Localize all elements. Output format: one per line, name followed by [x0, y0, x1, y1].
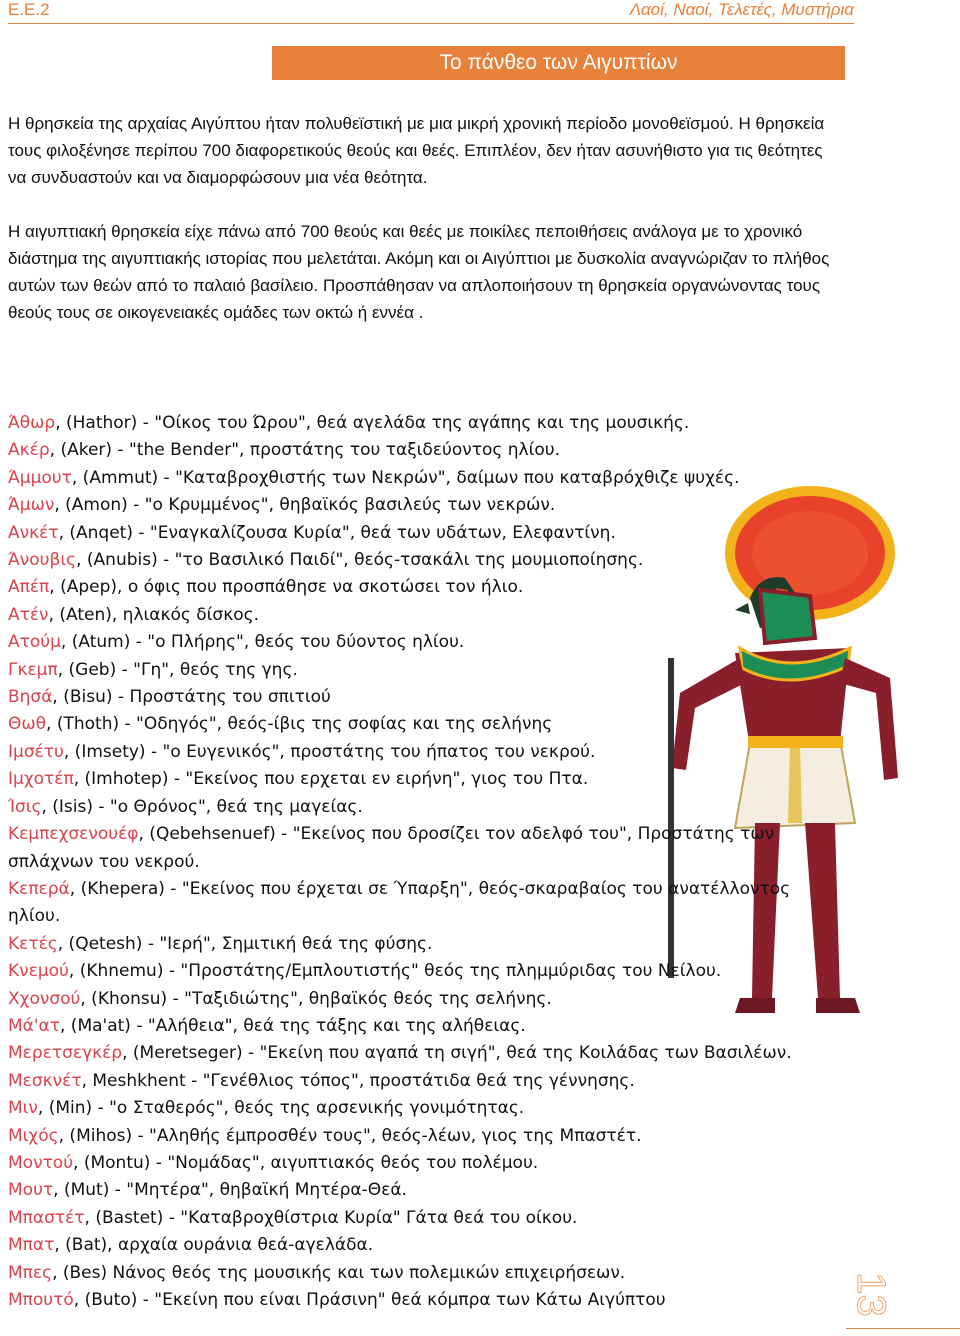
list-item: Μοντού, (Montu) - "Νομάδας", αιγυπτιακός θεός του πολέμου. [8, 1152, 539, 1173]
list-item: Ιμσέτυ, (Imsety) - "ο Ευγενικός", προστάτης του ήπατος του νεκρού. [8, 741, 596, 762]
list-item: Ανκέτ, (Anqet) - "Εναγκαλίζουσα Κυρία", θεά των υδάτων, Ελεφαντίνη. [8, 522, 616, 543]
list-item: Θωθ, (Thoth) - "Οδηγός", θεός-ίβις της σοφίας και της σελήνης [8, 714, 553, 735]
header-chapter-title: Λαοί, Ναοί, Τελετές, Μυστήρια [629, 0, 854, 19]
list-item: Απέπ, (Apep), ο όφις που προσπάθησε να σκοτώσει τον ήλιο. [8, 577, 524, 598]
list-item: Ίσις, (Isis) - "ο Θρόνος", θεά της μαγείας. [8, 796, 363, 817]
intro-paragraph-1: Η θρησκεία της αρχαίας Αιγύπτου ήταν πολυθεϊστική με μια μικρή χρονική περίοδο μονοθεϊσμού. Η θρησκεία τους φιλοξένησε περίπου 700 διαφορετικούς θεούς και θεές. Επιπλέον, δεν ήταν ασυνήθιστο για τις θεότητες να συνδυαστούν και να διαμορφώσουν μια νέα θεότητα. [8, 114, 825, 187]
list-item: Μιχός, (Mihos) - "Αληθής έμπροσθέν τους", θεός-λέων, γιος της Μπαστέτ. [8, 1125, 642, 1146]
list-item: Ιμχοτέπ, (Imhotep) - "Εκείνος που ερχεται εν ειρήνη", γιος του Πτα. [8, 769, 589, 790]
header-section-code: Ε.Ε.2 [8, 0, 50, 19]
list-item: Άνουβις, (Anubis) - "το Βασιλικό Παιδί", θεός-τσακάλι της μουμιοποίησης. [8, 550, 644, 571]
list-item: Μιν, (Min) - "ο Σταθερός", θεός της αρσενικής γονιμότητας. [8, 1098, 525, 1119]
list-item: Ατέν, (Aten), ηλιακός δίσκος. [8, 604, 259, 625]
list-item: Κετές, (Qetesh) - "Ιερή", Σημιτική θεά της φύσης. [8, 933, 433, 954]
header-rule [8, 23, 854, 24]
list-item: Χχονσού, (Khonsu) - "Ταξιδιώτης", θηβαϊκός θεός της σελήνης. [8, 988, 552, 1009]
list-item: Άμμουτ, (Ammut) - "Καταβροχθιστής των Νεκρών", δαίμων που καταβρόχθιζε ψυχές. [8, 467, 740, 488]
list-item: Κνεμού, (Khnemu) - "Προστάτης/Εμπλουτιστής" θεός της πλημμύριδας του Νείλου. [8, 961, 722, 982]
intro-paragraph-2: Η αιγυπτιακή θρησκεία είχε πάνω από 700 θεούς και θεές με ποικίλες πεποιθήσεις ανάλογα με το χρονικό διάστημα της αιγυπτιακής ιστορίας που μελετάται. Ακόμη και οι Αιγύπτιοι με δυσκολία αναγνώριζαν το πλήθος αυτών των θεών από το παλαιό βασίλειο. Προσπάθησαν να απλοποιήσουν τη θρησκεία οργανώνοντας τους θεούς τους σε οικογενειακές ομάδες των οκτώ ή εννέα . [8, 222, 830, 322]
page-number: 13 [848, 1272, 893, 1317]
intro-text [8, 110, 838, 353]
list-item: Μπουτό, (Buto) - "Εκείνη που είναι Πράσινη" θεά κόμπρα των Κάτω Αιγύπτου [8, 1290, 666, 1310]
list-item: Γκεμπ, (Geb) - "Γη", θεός της γης. [8, 659, 298, 680]
list-item: Βησά, (Bisu) - Προστάτης του σπιτιού [8, 687, 331, 708]
gods-list [8, 410, 828, 1314]
list-item: Κεπερά, (Khepera) - "Εκείνος που έρχεται σε Ύπαρξη", θεός-σκαραβαίος του ανατέλλοντος ηλίου. [8, 878, 791, 927]
list-item: Μεσκνέτ, Meshkhent - "Γενέθλιος τόπος", προστάτιδα θεά της γέννησης. [8, 1070, 635, 1091]
list-item: Μά'ατ, (Ma'at) - "Αλήθεια", θεά της τάξης και της αλήθειας. [8, 1015, 526, 1036]
list-item: Μουτ, (Mut) - "Μητέρα", θηβαϊκή Μητέρα-Θεά. [8, 1180, 407, 1201]
list-item: Άμων, (Amon) - "ο Κρυμμένος", θηβαϊκός βασιλεύς των νεκρών. [8, 495, 556, 516]
list-item: Ατούμ, (Atum) - "ο Πλήρης", θεός του δύοντος ηλίου. [8, 632, 465, 653]
list-item: Κεμπεχσενουέφ, (Qebehsenuef) - "Εκείνος που δροσίζει τον αδελφό του", Προστάτης των σπλάχνων του νεκρού. [8, 824, 775, 872]
list-item: Άθωρ, (Hathor) - "Οίκος του Ώρου", θεά αγελάδα της αγάπης και της μουσικής. [8, 413, 690, 433]
page-title: Το πάνθεο των Αιγυπτίων [272, 46, 845, 80]
list-item: Μερετσεγκέρ, (Meretseger) - "Εκείνη που αγαπά τη σιγή", θεά της Κοιλάδας των Βασιλέων. [8, 1043, 792, 1064]
list-item: Ακέρ, (Aker) - "the Bender", προστάτης του ταξιδεύοντος ηλίου. [8, 440, 561, 461]
list-item: Μπαστέτ, (Bastet) - "Καταβροχθίστρια Κυρία" Γάτα θεά του οίκου. [8, 1207, 578, 1228]
list-item: Μπες, (Bes) Νάνος θεός της μουσικής και των πολεμικών επιχειρήσεων. [8, 1262, 626, 1283]
footer-rule [846, 1328, 960, 1329]
list-item: Μπατ, (Bat), αρχαία ουράνια θεά-αγελάδα. [8, 1235, 374, 1256]
